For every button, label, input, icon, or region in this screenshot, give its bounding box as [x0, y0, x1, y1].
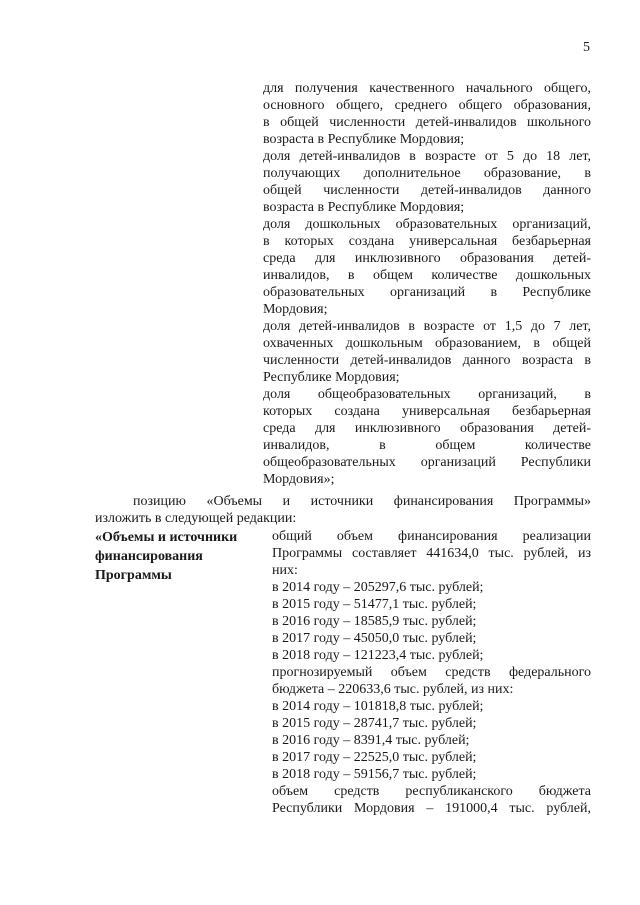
text-line: в 2018 году – 121223,4 тыс. рублей;	[272, 648, 484, 663]
page-number: 5	[583, 40, 590, 55]
text-line: Республики Мордовия – 191000,4 тыс. рублей,	[272, 801, 591, 816]
text-line: возраста в Республике Мордовия;	[263, 132, 465, 147]
text-line: общей численности детей-инвалидов данного	[263, 183, 591, 198]
text-line: них:	[272, 563, 298, 578]
text-line: Мордовия»;	[263, 472, 335, 487]
text-line: доля детей-инвалидов в возрасте от 5 до 18 лет,	[263, 149, 591, 164]
text-line: в 2014 году – 205297,6 тыс. рублей;	[272, 580, 484, 595]
heading-line: Программы	[95, 568, 172, 583]
text-line: среда для инклюзивного образования детей-	[263, 251, 591, 266]
text-line: охваченных дошкольным образованием, в общей	[263, 336, 591, 351]
text-line: позицию «Объемы и источники финансирования Программы»	[133, 494, 591, 509]
text-line: образовательных организаций в Республике	[263, 285, 591, 300]
text-line: получающих дополнительное образование, в	[263, 166, 591, 181]
text-line: Республике Мордовия;	[263, 370, 400, 385]
criteria-text-block	[263, 80, 591, 488]
text-line: изложить в следующей редакции:	[95, 511, 297, 526]
text-line: прогнозируемый объем средств федерального	[272, 665, 591, 680]
text-line: Программы составляет 441634,0 тыс. рублей, из	[272, 546, 591, 561]
text-line: для получения качественного начального общего,	[263, 81, 591, 96]
instruction-paragraph	[95, 493, 591, 527]
text-line: в 2018 году – 59156,7 тыс. рублей;	[272, 767, 477, 782]
text-line: объем средств республиканского бюджета	[272, 784, 591, 799]
heading-line: финансирования	[95, 549, 203, 564]
text-line: в 2017 году – 22525,0 тыс. рублей;	[272, 750, 477, 765]
text-line: в общей численности детей-инвалидов школьного	[263, 115, 591, 130]
text-line: среда для инклюзивного образования детей-	[263, 421, 591, 436]
text-line: общеобразовательных организаций Республики	[263, 455, 591, 470]
text-line: в 2015 году – 51477,1 тыс. рублей;	[272, 597, 477, 612]
text-line: доля общеобразовательных организаций, в	[263, 387, 591, 402]
text-line: общий объем финансирования реализации	[272, 529, 591, 544]
text-line: возраста в Республике Мордовия;	[263, 200, 465, 215]
text-line: инвалидов, в общем количестве	[263, 438, 591, 453]
text-line: доля детей-инвалидов в возрасте от 1,5 до 7 лет,	[263, 319, 591, 334]
text-line: в 2016 году – 8391,4 тыс. рублей;	[272, 733, 470, 748]
text-line: в 2017 году – 45050,0 тыс. рублей;	[272, 631, 477, 646]
text-line: в 2015 году – 28741,7 тыс. рублей;	[272, 716, 477, 731]
text-line: основного общего, среднего общего образования,	[263, 98, 591, 113]
table-row-heading	[95, 528, 265, 585]
text-line: бюджета – 220633,6 тыс. рублей, из них:	[272, 682, 514, 697]
text-line: в которых создана универсальная безбарьерная	[263, 234, 591, 249]
heading-line: «Объемы и источники	[95, 530, 238, 545]
text-line: инвалидов, в общем количестве дошкольных	[263, 268, 591, 283]
financing-text-block	[272, 528, 591, 817]
text-line: численности детей-инвалидов данного возраста в	[263, 353, 591, 368]
text-line: которых создана универсальная безбарьерная	[263, 404, 591, 419]
text-line: доля дошкольных образовательных организаций,	[263, 217, 591, 232]
text-line: Мордовия;	[263, 302, 328, 317]
text-line: в 2016 году – 18585,9 тыс. рублей;	[272, 614, 477, 629]
text-line: в 2014 году – 101818,8 тыс. рублей;	[272, 699, 484, 714]
